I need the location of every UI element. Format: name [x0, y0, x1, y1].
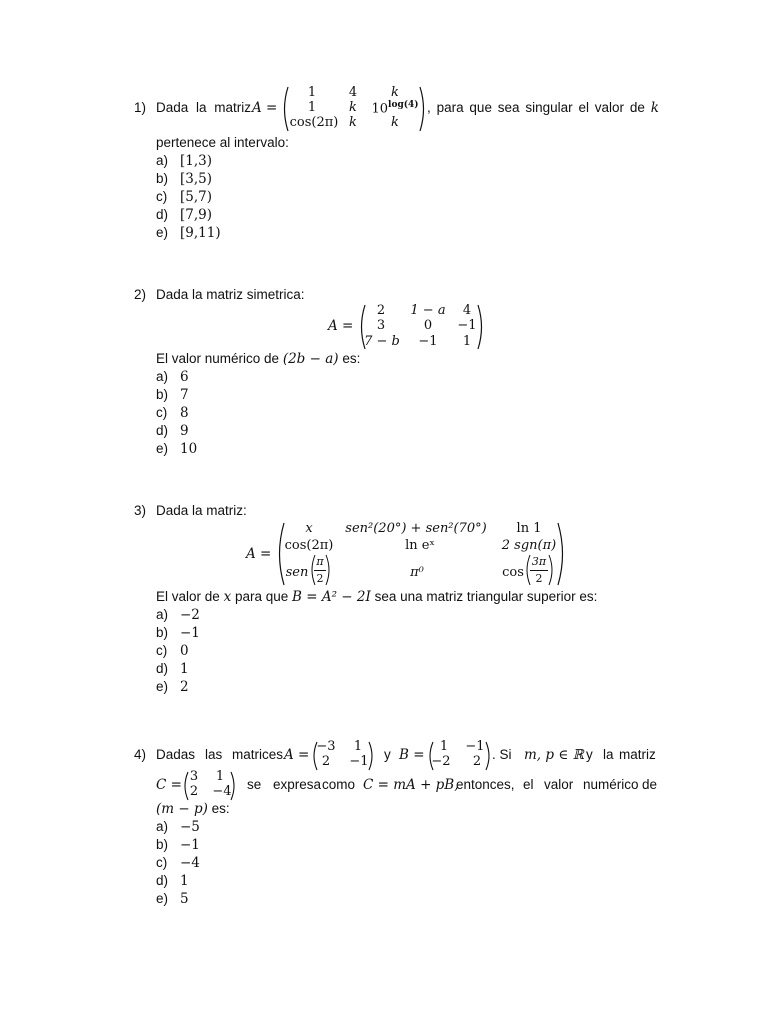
answer-option[interactable] [156, 405, 189, 421]
matrix-cell: k [349, 100, 357, 115]
text-word: , [427, 100, 431, 115]
matrix-cell: cos(2π) [284, 538, 334, 553]
question-text-line2: pertenece al intervalo: [156, 135, 289, 150]
left-paren [280, 86, 290, 132]
answer-option[interactable] [156, 423, 189, 439]
option-letter: c) [156, 855, 168, 870]
matrix-cell: 1 [215, 769, 225, 784]
matrix-cell: k [349, 115, 357, 130]
statement-text: sea una matriz triangular superior es: [374, 589, 598, 604]
matrix-cell: k [391, 85, 399, 100]
matrix-cell: 1 [462, 334, 472, 349]
matrix-cell: k [391, 115, 399, 130]
variable-k: k [650, 100, 659, 116]
statement-text: El valor de [156, 589, 220, 604]
small-right-paren [548, 554, 556, 586]
matrix-lhs: C = [156, 777, 182, 793]
fraction-denominator: 2 [316, 572, 324, 585]
question-text-tail [427, 100, 659, 116]
answer-option[interactable] [156, 891, 189, 907]
question-intro: Dada la matriz simetrica: [156, 287, 305, 302]
answer-option[interactable] [156, 387, 189, 403]
answer-option[interactable] [156, 189, 212, 205]
option-value: [3,5) [180, 171, 213, 187]
left-paren [181, 771, 189, 801]
matrix-cell: sen [285, 565, 309, 580]
left-paren [274, 522, 286, 586]
option-letter: d) [156, 207, 169, 222]
question-number: 1) [134, 100, 147, 115]
option-value: [5,7) [180, 189, 213, 205]
option-letter: d) [156, 873, 169, 888]
answer-option[interactable] [156, 369, 189, 385]
matrix-lhs: A = [284, 747, 310, 763]
option-value: [9,11) [180, 225, 221, 241]
right-paren [230, 771, 238, 801]
text-word: para [436, 100, 464, 115]
option-letter: b) [156, 625, 169, 640]
text-word: de [629, 100, 645, 115]
text-word: y [586, 747, 593, 762]
text-word: expresa [273, 777, 322, 792]
text-word: entonces, [456, 777, 515, 792]
text-word: el [578, 100, 589, 115]
small-right-paren [325, 554, 333, 586]
answer-option[interactable] [156, 207, 212, 223]
statement-expression: (2b − a) [282, 351, 339, 367]
option-value: −1 [180, 837, 200, 853]
power-base: 10 [371, 101, 389, 117]
text-word: singular [525, 100, 573, 115]
option-value: 10 [180, 441, 198, 457]
option-letter: a) [156, 369, 169, 384]
statement-text: para que [234, 589, 289, 604]
option-value: [1,3) [180, 153, 213, 169]
text-word: valor [594, 100, 625, 115]
set-expression: m, p ∈ ℝ [524, 747, 584, 763]
matrix-cell: 3 [189, 769, 199, 784]
matrix-cell: π⁰ [410, 565, 424, 580]
option-value: 8 [180, 405, 189, 421]
text-word: sea [497, 100, 520, 115]
matrix-cell: 2 [472, 754, 482, 769]
matrix-cell-power [371, 100, 418, 116]
option-letter: a) [156, 153, 169, 168]
answer-option[interactable] [156, 607, 200, 623]
matrix-lhs: A = [246, 546, 272, 562]
matrix-cell: −1 [349, 754, 369, 769]
power-exponent: log(4) [388, 100, 419, 110]
question-number: 4) [134, 747, 147, 762]
text-word: que [469, 100, 492, 115]
matrix-cell: 1 [307, 85, 317, 100]
matrix-lhs: B = [399, 747, 425, 763]
option-letter: c) [156, 189, 168, 204]
matrix-cell: 2 [376, 303, 386, 318]
option-letter: d) [156, 423, 169, 438]
answer-option[interactable] [156, 679, 189, 695]
matrix-lhs: A = [252, 100, 278, 116]
option-value: 0 [180, 643, 189, 659]
option-value: 1 [180, 661, 189, 677]
answer-option[interactable] [156, 171, 212, 187]
text-word: matrices [232, 747, 284, 762]
option-letter: b) [156, 387, 169, 402]
matrix-cell: −3 [316, 739, 336, 754]
question-statement [156, 351, 360, 367]
answer-option[interactable] [156, 661, 189, 677]
option-letter: e) [156, 441, 169, 456]
matrix-cell: −1 [418, 334, 438, 349]
option-value: 5 [180, 891, 189, 907]
answer-option[interactable] [156, 441, 197, 457]
answer-option[interactable] [156, 819, 200, 835]
option-value: 7 [180, 387, 189, 403]
matrix-cell: 1 [307, 100, 317, 115]
question-statement [156, 589, 597, 605]
option-letter: c) [156, 405, 168, 420]
option-value: −5 [180, 819, 200, 835]
text-word: de [642, 777, 658, 792]
text-word: se [247, 777, 262, 792]
text-word: y [384, 747, 391, 762]
matrix-cell: sen²(20°) + sen²(70°) [345, 521, 487, 536]
text-word: el [523, 777, 534, 792]
option-value: 2 [180, 679, 189, 695]
option-letter: a) [156, 607, 169, 622]
option-letter: e) [156, 891, 169, 906]
option-value: −1 [180, 625, 200, 641]
matrix-cell: x [305, 521, 313, 536]
matrix-lhs: A = [328, 318, 354, 334]
answer-option[interactable] [156, 225, 221, 241]
statement-text: es: [211, 801, 230, 816]
answer-option[interactable] [156, 873, 189, 889]
text-word: como [322, 777, 356, 792]
statement-text: es: [342, 351, 361, 366]
option-value: [7,9) [180, 207, 213, 223]
text-word: Dadas [156, 747, 196, 762]
text-word: valor [544, 777, 574, 792]
matrix-cell: −1 [465, 739, 485, 754]
statement-expression: C = mA + pB, [363, 777, 459, 793]
matrix-cell: cos(2π) [289, 115, 339, 130]
option-letter: d) [156, 661, 169, 676]
statement-expression: B = A² − 2I [292, 589, 371, 605]
question-intro: Dada la matriz: [156, 503, 247, 518]
fraction-bar [530, 570, 548, 571]
matrix-cell: 3 [376, 318, 386, 333]
matrix-cell: 1 [353, 739, 363, 754]
option-letter: a) [156, 819, 169, 834]
matrix-cell: −2 [431, 754, 451, 769]
matrix-cell: 1 [439, 739, 449, 754]
statement-variable: x [223, 589, 232, 605]
fraction-numerator: π [316, 555, 324, 568]
statement-text: El valor numérico de [156, 351, 280, 366]
question-number: 3) [134, 503, 147, 518]
matrix-cell: 2 [189, 784, 199, 799]
option-letter: e) [156, 225, 169, 240]
option-letter: b) [156, 837, 169, 852]
question-intro: Dada la matriz [156, 100, 252, 115]
question-statement [156, 801, 230, 817]
option-value: −2 [180, 607, 200, 623]
answer-option[interactable] [156, 837, 200, 853]
text-word: numérico [583, 777, 639, 792]
option-value: 6 [180, 369, 189, 385]
matrix-cell: −4 [212, 784, 232, 799]
answer-option[interactable] [156, 855, 200, 871]
matrix-cell: 0 [423, 318, 433, 333]
matrix-cell: 4 [348, 85, 358, 100]
answer-option[interactable] [156, 153, 212, 169]
matrix-cell: 2 sgn(π) [501, 538, 557, 553]
matrix-cell: 2 [321, 754, 331, 769]
answer-option[interactable] [156, 643, 189, 659]
option-value: 1 [180, 873, 189, 889]
right-paren [368, 741, 376, 771]
option-letter: c) [156, 643, 168, 658]
text-word: matriz [619, 747, 656, 762]
answer-option[interactable] [156, 625, 200, 641]
right-paren [556, 522, 568, 586]
option-value: 9 [180, 423, 189, 439]
matrix-cell: 1 − a [410, 303, 446, 318]
option-letter: b) [156, 171, 169, 186]
text-word: las [205, 747, 223, 762]
statement-expression: (m − p) [156, 801, 208, 817]
matrix-cell: ln 1 [516, 521, 542, 536]
matrix-cell: −1 [457, 318, 477, 333]
fraction-numerator: 3π [531, 555, 547, 568]
option-letter: e) [156, 679, 169, 694]
text-word: la [603, 747, 614, 762]
matrix-cell: 4 [462, 303, 472, 318]
matrix-cell: cos [502, 565, 524, 580]
right-paren [476, 304, 486, 350]
fraction-denominator: 2 [535, 572, 543, 585]
matrix-cell: 7 − b [364, 334, 400, 349]
option-value: −4 [180, 855, 200, 871]
matrix-cell: ln eˣ [405, 538, 435, 553]
text-word: . Si [492, 747, 512, 762]
question-number: 2) [134, 287, 147, 302]
